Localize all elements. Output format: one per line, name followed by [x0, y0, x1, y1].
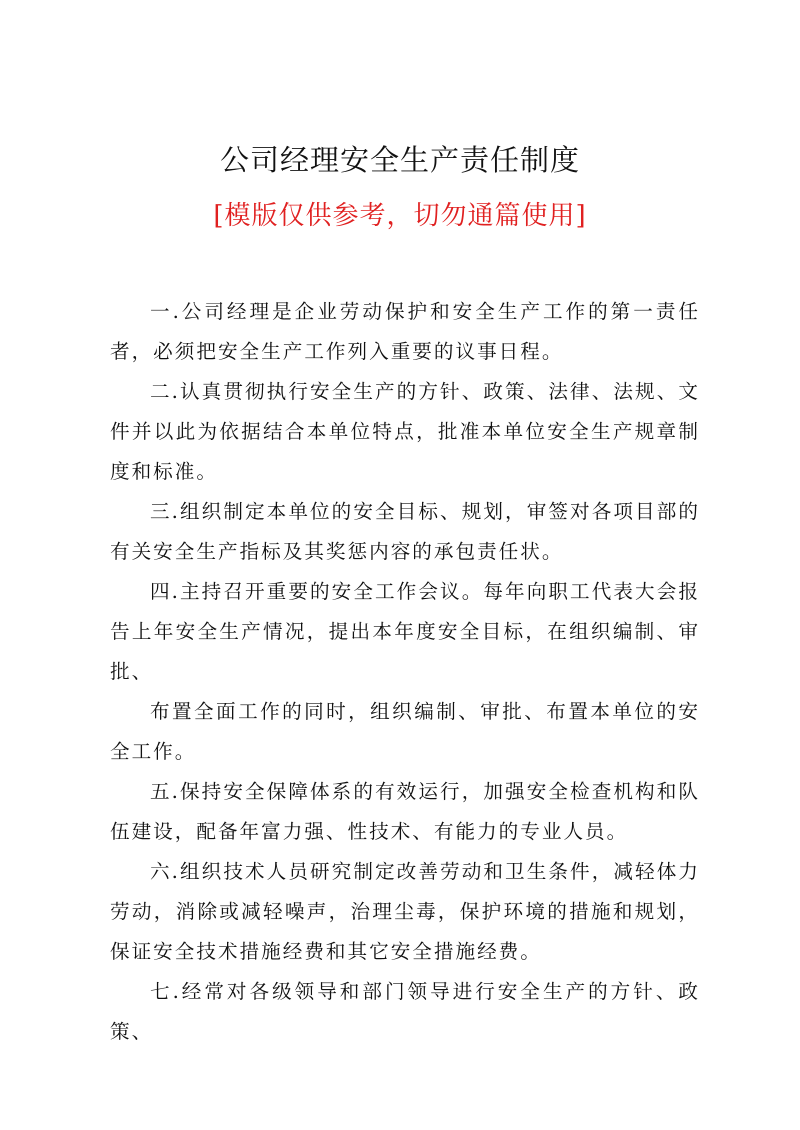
- clause-4-continued: 布置全面工作的同时，组织编制、审批、布置本单位的安全工作。: [110, 700, 700, 763]
- document-title: 公司经理安全生产责任制度: [219, 143, 580, 177]
- document-body: [110, 292, 700, 1052]
- template-notice: [模版仅供参考，切勿通篇使用]: [213, 201, 587, 231]
- clause-1: 一.公司经理是企业劳动保护和安全生产工作的第一责任者，必须把安全生产工作列入重要的议事日程。: [110, 300, 700, 363]
- clause-7: 七.经常对各级领导和部门领导进行安全生产的方针、政策、: [110, 980, 700, 1043]
- clause-6: 六.组织技术人员研究制定改善劳动和卫生条件，减轻体力劳动，消除或减轻噪声，治理尘毒，保护环境的措施和规划，保证安全技术措施经费和其它安全措施经费。: [110, 860, 700, 963]
- clause-3: 三.组织制定本单位的安全目标、规划，审签对各项目部的有关安全生产指标及其奖惩内容的承包责任状。: [110, 500, 700, 563]
- clause-4: 四.主持召开重要的安全工作会议。每年向职工代表大会报告上年安全生产情况，提出本年度安全目标，在组织编制、审批、: [110, 580, 700, 683]
- clause-2: 二.认真贯彻执行安全生产的方针、政策、法律、法规、文件并以此为依据结合本单位特点，批准本单位安全生产规章制度和标准。: [110, 380, 700, 483]
- clause-5: 五.保持安全保障体系的有效运行，加强安全检查机构和队伍建设，配备年富力强、性技术、有能力的专业人员。: [110, 780, 700, 843]
